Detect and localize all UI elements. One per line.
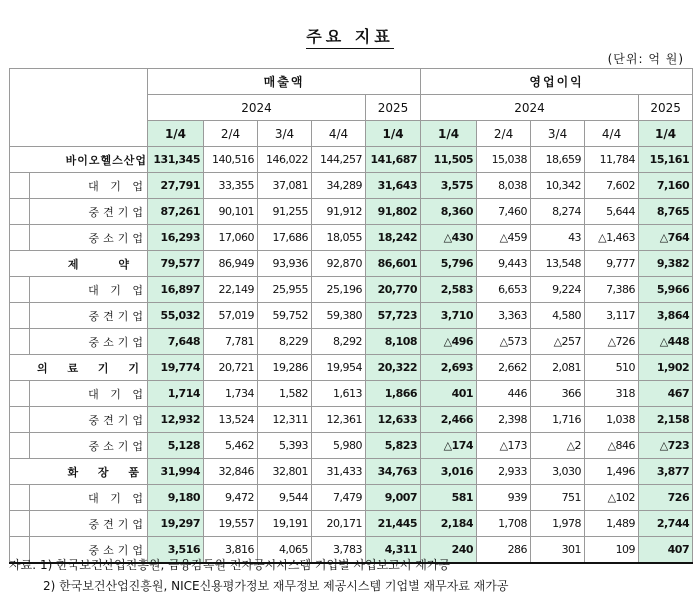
op-value: △459	[477, 225, 531, 251]
op-value: 15,161	[639, 147, 693, 173]
sales-value: 92,870	[312, 251, 366, 277]
op-value: 7,602	[585, 173, 639, 199]
sales-value: 31,433	[312, 459, 366, 485]
op-value: 13,548	[531, 251, 585, 277]
op-value: 2,662	[477, 355, 531, 381]
op-value: 1,902	[639, 355, 693, 381]
op-value: 1,489	[585, 511, 639, 537]
sales-value: 1,582	[258, 381, 312, 407]
header-op-2024: 2024	[421, 95, 639, 121]
indicator-table	[9, 68, 693, 564]
sales-quarter-header: 3/4	[258, 121, 312, 147]
op-value: △573	[477, 329, 531, 355]
op-quarter-header: 3/4	[531, 121, 585, 147]
op-value: 4,580	[531, 303, 585, 329]
sales-value: 21,445	[366, 511, 421, 537]
sales-value: 25,955	[258, 277, 312, 303]
sales-value: 146,022	[258, 147, 312, 173]
op-value: △102	[585, 485, 639, 511]
sales-value: 12,361	[312, 407, 366, 433]
row-sublabel: 대 기 업	[30, 485, 148, 511]
sales-value: 7,648	[148, 329, 204, 355]
row-sublabel: 중견기업	[30, 303, 148, 329]
op-value: 407	[639, 537, 693, 564]
sales-value: 57,723	[366, 303, 421, 329]
op-value: 109	[585, 537, 639, 564]
op-quarter-header: 1/4	[639, 121, 693, 147]
op-value: △448	[639, 329, 693, 355]
op-value: 1,978	[531, 511, 585, 537]
op-value: 9,443	[477, 251, 531, 277]
op-value: 366	[531, 381, 585, 407]
row-sublabel: 중소기업	[30, 329, 148, 355]
op-quarter-header: 1/4	[421, 121, 477, 147]
sales-value: 16,897	[148, 277, 204, 303]
op-value: 5,796	[421, 251, 477, 277]
sales-value: 17,060	[204, 225, 258, 251]
sales-value: 3,816	[204, 537, 258, 564]
sales-value: 93,936	[258, 251, 312, 277]
sales-value: 5,823	[366, 433, 421, 459]
sales-value: 18,055	[312, 225, 366, 251]
header-corner	[10, 69, 148, 147]
op-value: △430	[421, 225, 477, 251]
op-value: △723	[639, 433, 693, 459]
op-value: 3,030	[531, 459, 585, 485]
op-value: △174	[421, 433, 477, 459]
unit-label: (단위: 억 원)	[607, 52, 684, 66]
indent-cell	[10, 407, 30, 433]
sales-value: 55,032	[148, 303, 204, 329]
row-label: 화 장 품	[10, 459, 148, 485]
sales-value: 27,791	[148, 173, 204, 199]
sales-value: 1,613	[312, 381, 366, 407]
op-value: △2	[531, 433, 585, 459]
sales-value: 20,171	[312, 511, 366, 537]
sales-quarter-header: 2/4	[204, 121, 258, 147]
row-sublabel: 중견기업	[30, 199, 148, 225]
sales-value: 34,289	[312, 173, 366, 199]
op-value: 3,363	[477, 303, 531, 329]
sales-value: 7,479	[312, 485, 366, 511]
op-value: 3,117	[585, 303, 639, 329]
op-value: 5,966	[639, 277, 693, 303]
sales-value: 25,196	[312, 277, 366, 303]
row-sublabel: 중소기업	[30, 537, 148, 564]
op-value: 2,081	[531, 355, 585, 381]
op-value: 1,038	[585, 407, 639, 433]
sales-value: 59,380	[312, 303, 366, 329]
indent-cell	[10, 303, 30, 329]
sales-value: 22,149	[204, 277, 258, 303]
op-value: 401	[421, 381, 477, 407]
sales-value: 91,255	[258, 199, 312, 225]
sales-value: 59,752	[258, 303, 312, 329]
op-value: 2,693	[421, 355, 477, 381]
sales-value: 140,516	[204, 147, 258, 173]
row-sublabel: 중소기업	[30, 225, 148, 251]
page-title: 주요 지표	[0, 24, 700, 47]
op-value: 581	[421, 485, 477, 511]
sales-value: 3,783	[312, 537, 366, 564]
sales-quarter-header: 1/4	[366, 121, 421, 147]
op-value: 3,016	[421, 459, 477, 485]
op-value: 11,505	[421, 147, 477, 173]
header-op-2025: 2025	[639, 95, 693, 121]
indent-cell	[10, 277, 30, 303]
sales-value: 8,292	[312, 329, 366, 355]
indent-cell	[10, 433, 30, 459]
op-value: 9,777	[585, 251, 639, 277]
sales-value: 7,781	[204, 329, 258, 355]
op-value: 1,708	[477, 511, 531, 537]
sales-value: 18,242	[366, 225, 421, 251]
op-value: △257	[531, 329, 585, 355]
sales-value: 20,721	[204, 355, 258, 381]
sales-quarter-header: 4/4	[312, 121, 366, 147]
note-2: 2) 한국보건산업진흥원, NICE신용평가정보 재무정보 제공시스템 기업별 재무자료 재가공	[43, 579, 509, 593]
sales-value: 20,770	[366, 277, 421, 303]
sales-value: 5,128	[148, 433, 204, 459]
op-value: 3,575	[421, 173, 477, 199]
op-value: 301	[531, 537, 585, 564]
sales-value: 5,393	[258, 433, 312, 459]
op-value: 9,224	[531, 277, 585, 303]
op-value: 3,864	[639, 303, 693, 329]
op-value: 6,653	[477, 277, 531, 303]
sales-value: 19,774	[148, 355, 204, 381]
op-value: 318	[585, 381, 639, 407]
header-operating-profit: 영업이익	[421, 69, 693, 95]
op-value: 751	[531, 485, 585, 511]
header-sales-2025: 2025	[366, 95, 421, 121]
row-sublabel: 대 기 업	[30, 381, 148, 407]
op-quarter-header: 4/4	[585, 121, 639, 147]
indent-cell	[10, 511, 30, 537]
sales-value: 8,108	[366, 329, 421, 355]
op-value: 2,184	[421, 511, 477, 537]
op-value: 2,466	[421, 407, 477, 433]
op-value: 10,342	[531, 173, 585, 199]
row-label: 의 료 기 기	[10, 355, 148, 381]
sales-value: 90,101	[204, 199, 258, 225]
op-value: △726	[585, 329, 639, 355]
sales-value: 19,297	[148, 511, 204, 537]
sales-value: 4,065	[258, 537, 312, 564]
op-value: △1,463	[585, 225, 639, 251]
sales-value: 91,912	[312, 199, 366, 225]
sales-value: 141,687	[366, 147, 421, 173]
sales-value: 12,932	[148, 407, 204, 433]
op-value: 11,784	[585, 147, 639, 173]
sales-value: 5,980	[312, 433, 366, 459]
indent-cell	[10, 381, 30, 407]
sales-value: 57,019	[204, 303, 258, 329]
sales-value: 32,846	[204, 459, 258, 485]
source-notes	[9, 555, 508, 597]
indent-cell	[10, 485, 30, 511]
indent-cell	[10, 173, 30, 199]
op-value: 8,274	[531, 199, 585, 225]
sales-value: 8,229	[258, 329, 312, 355]
op-value: 2,158	[639, 407, 693, 433]
sales-value: 1,866	[366, 381, 421, 407]
op-value: 7,386	[585, 277, 639, 303]
sales-value: 34,763	[366, 459, 421, 485]
sales-value: 3,516	[148, 537, 204, 564]
op-quarter-header: 2/4	[477, 121, 531, 147]
sales-value: 79,577	[148, 251, 204, 277]
sales-value: 19,954	[312, 355, 366, 381]
row-sublabel: 대 기 업	[30, 173, 148, 199]
op-value: 1,496	[585, 459, 639, 485]
sales-value: 31,643	[366, 173, 421, 199]
indent-cell	[10, 225, 30, 251]
row-sublabel: 중소기업	[30, 433, 148, 459]
sales-value: 33,355	[204, 173, 258, 199]
sales-value: 19,286	[258, 355, 312, 381]
op-value: △173	[477, 433, 531, 459]
op-value: 8,765	[639, 199, 693, 225]
header-sales-2024: 2024	[148, 95, 366, 121]
op-value: 2,744	[639, 511, 693, 537]
op-value: 446	[477, 381, 531, 407]
sales-value: 17,686	[258, 225, 312, 251]
sales-value: 20,322	[366, 355, 421, 381]
op-value: 8,360	[421, 199, 477, 225]
op-value: 286	[477, 537, 531, 564]
sales-value: 144,257	[312, 147, 366, 173]
note-1: 자료: 1) 한국보건산업진흥원, 금융감독원 전자공시시스템 기업별 사업보고서 재가공	[9, 558, 451, 572]
op-value: 1,716	[531, 407, 585, 433]
sales-value: 32,801	[258, 459, 312, 485]
indent-cell	[10, 329, 30, 355]
op-value: 18,659	[531, 147, 585, 173]
op-value: 2,933	[477, 459, 531, 485]
op-value: 9,382	[639, 251, 693, 277]
op-value: △496	[421, 329, 477, 355]
op-value: 7,460	[477, 199, 531, 225]
sales-value: 9,180	[148, 485, 204, 511]
op-value: 8,038	[477, 173, 531, 199]
sales-value: 31,994	[148, 459, 204, 485]
sales-quarter-header: 1/4	[148, 121, 204, 147]
sales-value: 12,633	[366, 407, 421, 433]
sales-value: 4,311	[366, 537, 421, 564]
op-value: △764	[639, 225, 693, 251]
sales-value: 86,601	[366, 251, 421, 277]
op-value: 2,398	[477, 407, 531, 433]
header-sales: 매출액	[148, 69, 421, 95]
sales-value: 1,714	[148, 381, 204, 407]
sales-value: 1,734	[204, 381, 258, 407]
sales-value: 37,081	[258, 173, 312, 199]
sales-value: 9,544	[258, 485, 312, 511]
sales-value: 19,191	[258, 511, 312, 537]
sales-value: 9,007	[366, 485, 421, 511]
op-value: 5,644	[585, 199, 639, 225]
row-sublabel: 중견기업	[30, 511, 148, 537]
op-value: 939	[477, 485, 531, 511]
sales-value: 12,311	[258, 407, 312, 433]
row-label: 제 약	[10, 251, 148, 277]
indent-cell	[10, 199, 30, 225]
op-value: 3,877	[639, 459, 693, 485]
sales-value: 13,524	[204, 407, 258, 433]
op-value: 510	[585, 355, 639, 381]
sales-value: 131,345	[148, 147, 204, 173]
row-sublabel: 중견기업	[30, 407, 148, 433]
sales-value: 5,462	[204, 433, 258, 459]
op-value: 3,710	[421, 303, 477, 329]
row-sublabel: 대 기 업	[30, 277, 148, 303]
sales-value: 86,949	[204, 251, 258, 277]
sales-value: 19,557	[204, 511, 258, 537]
op-value: 240	[421, 537, 477, 564]
sales-value: 9,472	[204, 485, 258, 511]
sales-value: 91,802	[366, 199, 421, 225]
row-label: 바이오헬스산업	[10, 147, 148, 173]
op-value: 2,583	[421, 277, 477, 303]
op-value: 726	[639, 485, 693, 511]
sales-value: 87,261	[148, 199, 204, 225]
op-value: △846	[585, 433, 639, 459]
op-value: 15,038	[477, 147, 531, 173]
op-value: 7,160	[639, 173, 693, 199]
sales-value: 16,293	[148, 225, 204, 251]
op-value: 43	[531, 225, 585, 251]
op-value: 467	[639, 381, 693, 407]
